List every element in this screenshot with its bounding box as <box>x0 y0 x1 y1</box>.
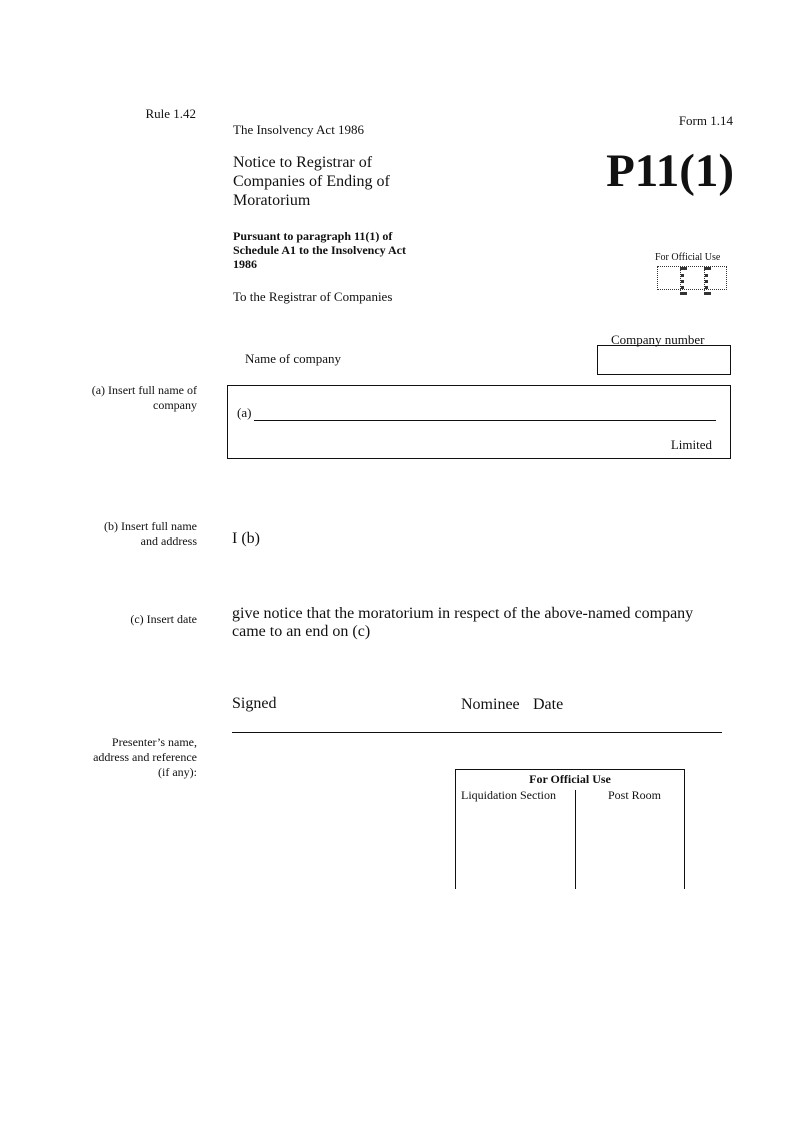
limited-suffix: Limited <box>670 437 712 452</box>
post-room-label: Post Room <box>608 788 662 802</box>
official-use-label: For Official Use <box>655 252 721 263</box>
rule-reference: Rule 1.42 <box>145 106 196 121</box>
form-title-line: Companies of Ending of <box>233 173 390 190</box>
presenter-label <box>60 735 197 780</box>
form-code: P11(1) <box>606 145 734 197</box>
pursuant-line: Pursuant to paragraph 11(1) of <box>233 229 393 243</box>
company-number-field[interactable] <box>597 345 731 375</box>
presenter-label-line: Presenter’s name, <box>111 735 197 749</box>
presenter-label-line: address and reference <box>93 750 197 764</box>
addressee: To the Registrar of Companies <box>233 289 393 304</box>
pursuant-statement <box>233 229 406 271</box>
official-use-boxes <box>657 266 727 290</box>
official-box-title: For Official Use <box>529 772 611 786</box>
pursuant-line: 1986 <box>233 257 257 271</box>
official-box-divider <box>575 790 576 889</box>
nominee-prefix: I (b) <box>232 530 260 547</box>
form-number: Form 1.14 <box>678 113 733 128</box>
nominee-side-note <box>60 519 197 549</box>
company-name-input-line[interactable] <box>254 420 716 421</box>
side-note-line: and address <box>140 534 197 548</box>
company-name-box <box>227 385 731 459</box>
company-name-label: Name of company <box>245 351 342 366</box>
form-title <box>233 153 390 210</box>
date-side-note: (c) Insert date <box>130 612 197 626</box>
liquidation-section-label: Liquidation Section <box>461 788 556 802</box>
official-use-divider <box>680 267 684 295</box>
official-box-right <box>684 769 685 889</box>
notice-statement <box>232 605 693 641</box>
company-field-prefix: (a) <box>237 405 252 420</box>
official-box-top <box>455 769 685 770</box>
nominee-label: Nominee <box>461 696 520 713</box>
notice-line: give notice that the moratorium in respect of the above-named company <box>232 605 694 622</box>
form-title-line: Moratorium <box>233 192 311 209</box>
company-number-label: Company number <box>611 332 705 347</box>
side-note-line: (b) Insert full name <box>104 519 197 533</box>
notice-line: came to an end on (c) <box>232 623 371 640</box>
pursuant-line: Schedule A1 to the Insolvency Act <box>233 243 407 257</box>
date-label: Date <box>533 696 564 713</box>
signature-line[interactable] <box>232 732 722 733</box>
company-side-note <box>60 383 197 413</box>
side-note-line: (a) Insert full name of <box>91 383 197 397</box>
signed-label: Signed <box>232 695 277 712</box>
form-title-line: Notice to Registrar of <box>233 154 373 171</box>
presenter-label-line: (if any): <box>158 765 197 779</box>
act-name: The Insolvency Act 1986 <box>233 122 365 137</box>
side-note-line: company <box>153 398 197 412</box>
official-box-left <box>455 769 456 889</box>
official-use-divider <box>704 267 708 295</box>
